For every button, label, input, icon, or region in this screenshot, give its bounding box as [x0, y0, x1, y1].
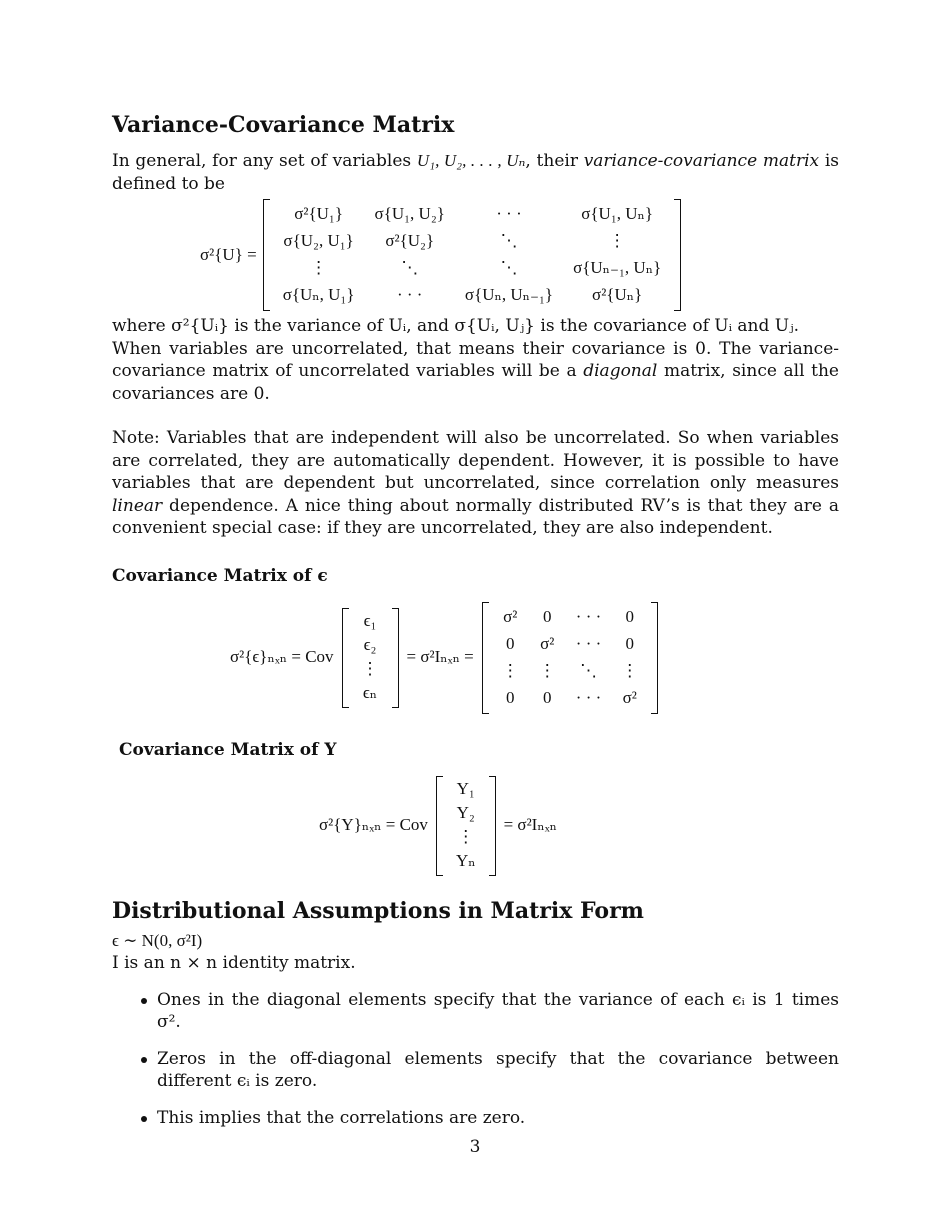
sigma-identity-cell: 0: [625, 633, 635, 653]
intro-term: variance-covariance matrix: [583, 151, 820, 171]
vcm-cell: σ{Uₙ, U₁}: [282, 285, 355, 305]
uncorr-term: diagonal: [583, 361, 658, 381]
cov-y-rhs: = σ²Iₙₓₙ: [503, 815, 557, 835]
intro-text-c: is defined to be: [112, 151, 840, 194]
where-line: where σ²{Uᵢ} is the variance of Uᵢ, and σ{Uᵢ, Uⱼ} is the covariance of Uᵢ and Uⱼ.: [112, 316, 800, 336]
y-vector-entry: Y₂: [456, 803, 475, 823]
note-paragraph: [112, 427, 839, 540]
sigma-identity-cell: σ²: [540, 633, 555, 653]
intro-variables: U₁, U₂, . . . , Uₙ: [416, 151, 526, 170]
epsilon-vector-entry: ϵ₂: [363, 635, 377, 655]
vcm-cell: σ{U₂, U₁}: [283, 231, 354, 251]
sigma-identity-cell: 0: [506, 633, 515, 653]
sigma-identity-table: [492, 604, 648, 712]
covariance-epsilon-equation: [230, 602, 839, 714]
page-number: 3: [469, 1137, 481, 1157]
sigma-identity-row: [492, 631, 648, 658]
sigma-identity-matrix: [482, 602, 658, 714]
vcm-row: [273, 282, 672, 309]
variance-covariance-table: [273, 201, 672, 309]
vcm-cell: σ{Uₙ₋₁, Uₙ}: [573, 258, 662, 278]
vcm-cell: ⋮: [608, 231, 626, 251]
vcm-cell: · · ·: [396, 285, 423, 305]
section-title-distributional: Distributional Assumptions in Matrix Form: [112, 897, 644, 924]
sigma-identity-cell: 0: [506, 687, 515, 707]
note-text-a: Note: Variables that are independent will also be uncorrelated. So when variables are correlated, they are automatically dependent. However, it is possible to have variables that are dependent but uncorrelated, since correlation only measures: [112, 428, 839, 493]
sigma-identity-cell: ⋮: [501, 660, 519, 680]
bullet-item: Zeros in the off-diagonal elements specify that the covariance between different ϵᵢ is zero.: [112, 1048, 839, 1093]
sigma-identity-cell: ⋮: [621, 660, 639, 680]
intro-paragraph: [112, 150, 839, 195]
intro-text-b: , their: [525, 151, 584, 171]
vcm-row: [273, 228, 672, 255]
page-content: [112, 108, 839, 1143]
vcm-cell: σ²{Uₙ}: [592, 285, 643, 305]
epsilon-vector-entry: ϵ₁: [363, 611, 377, 631]
y-vector-table: [446, 778, 486, 874]
cov-eps-mid: = σ²Iₙₓₙ =: [406, 647, 474, 667]
covariance-y-equation: [319, 776, 839, 876]
sigma-identity-cell: 0: [543, 687, 552, 707]
sigma-identity-cell: 0: [543, 606, 552, 626]
epsilon-vector-entry: ⋮: [361, 659, 379, 679]
sigma-identity-cell: · · ·: [575, 687, 602, 707]
sigma-identity-cell: ⋮: [538, 660, 556, 680]
vcm-row: [273, 255, 672, 282]
vcm-cell: ⋱: [401, 258, 419, 278]
sigma-identity-cell: ⋱: [580, 660, 598, 680]
distribution-line: ϵ ∼ N(0, σ²I): [112, 930, 203, 950]
epsilon-vector-entry: ϵₙ: [362, 683, 378, 703]
note-text-b: dependence. A nice thing about normally distributed RV’s is that they are a convenient special case: if they are uncorrelated, they are also independent.: [112, 495, 839, 538]
heading-covariance-epsilon: Covariance Matrix of ϵ: [112, 565, 328, 586]
epsilon-vector: [342, 608, 399, 708]
sigma-identity-row: [492, 685, 648, 712]
intro-text-a: In general, for any set of variables: [112, 151, 417, 171]
sigma-identity-cell: · · ·: [575, 606, 602, 626]
uncorr-text-b: matrix, since all the covariances are 0.: [112, 361, 839, 404]
sigma-identity-cell: σ²: [622, 687, 637, 707]
vcm-cell: · · ·: [496, 204, 522, 224]
cov-eps-lhs: σ²{ϵ}ₙₓₙ = Cov: [230, 647, 334, 667]
vcm-row: [273, 201, 672, 228]
assumption-list: [112, 989, 839, 1130]
variance-covariance-matrix: [263, 199, 682, 311]
identity-line: I is an n × n identity matrix.: [112, 953, 356, 973]
section-title-variance-covariance: Variance-Covariance Matrix: [112, 112, 455, 138]
vcm-cell: ⋱: [500, 258, 518, 278]
sigma-identity-cell: 0: [625, 606, 635, 626]
cov-y-lhs: σ²{Y}ₙₓₙ = Cov: [319, 815, 428, 835]
vcm-cell: σ{U₁, Uₙ}: [581, 204, 654, 224]
sigma-identity-row: [492, 658, 648, 685]
uncorrelated-paragraph: [112, 338, 839, 406]
vcm-cell: ⋱: [500, 231, 518, 251]
variance-covariance-equation: [200, 199, 839, 311]
vcm-cell: σ²{U₁}: [294, 204, 344, 224]
sigma-identity-cell: σ²: [503, 606, 518, 626]
matrix-lhs: σ²{U} =: [200, 244, 257, 264]
heading-covariance-y: Covariance Matrix of Y: [119, 739, 337, 760]
sigma-identity-cell: · · ·: [575, 633, 602, 653]
y-vector-entry: Y₁: [456, 779, 475, 799]
sigma-identity-row: [492, 604, 648, 631]
y-vector-entry: ⋮: [457, 827, 475, 847]
y-vector: [436, 776, 496, 876]
bullet-item: Ones in the diagonal elements specify that the variance of each ϵᵢ is 1 times σ².: [112, 989, 839, 1034]
y-vector-entry: Yₙ: [455, 851, 476, 871]
vcm-cell: ⋮: [310, 258, 328, 278]
vcm-cell: σ{Uₙ, Uₙ₋₁}: [464, 285, 554, 305]
bullet-item: This implies that the correlations are zero.: [112, 1107, 839, 1130]
vcm-cell: σ{U₁, U₂}: [374, 204, 445, 224]
vcm-cell: σ²{U₂}: [385, 231, 435, 251]
uncorr-text-a: When variables are uncorrelated, that means their covariance is 0. The variance-covariance matrix of uncorrelated variables will be a: [112, 338, 839, 381]
note-term: linear: [112, 495, 163, 516]
epsilon-vector-table: [352, 610, 389, 706]
